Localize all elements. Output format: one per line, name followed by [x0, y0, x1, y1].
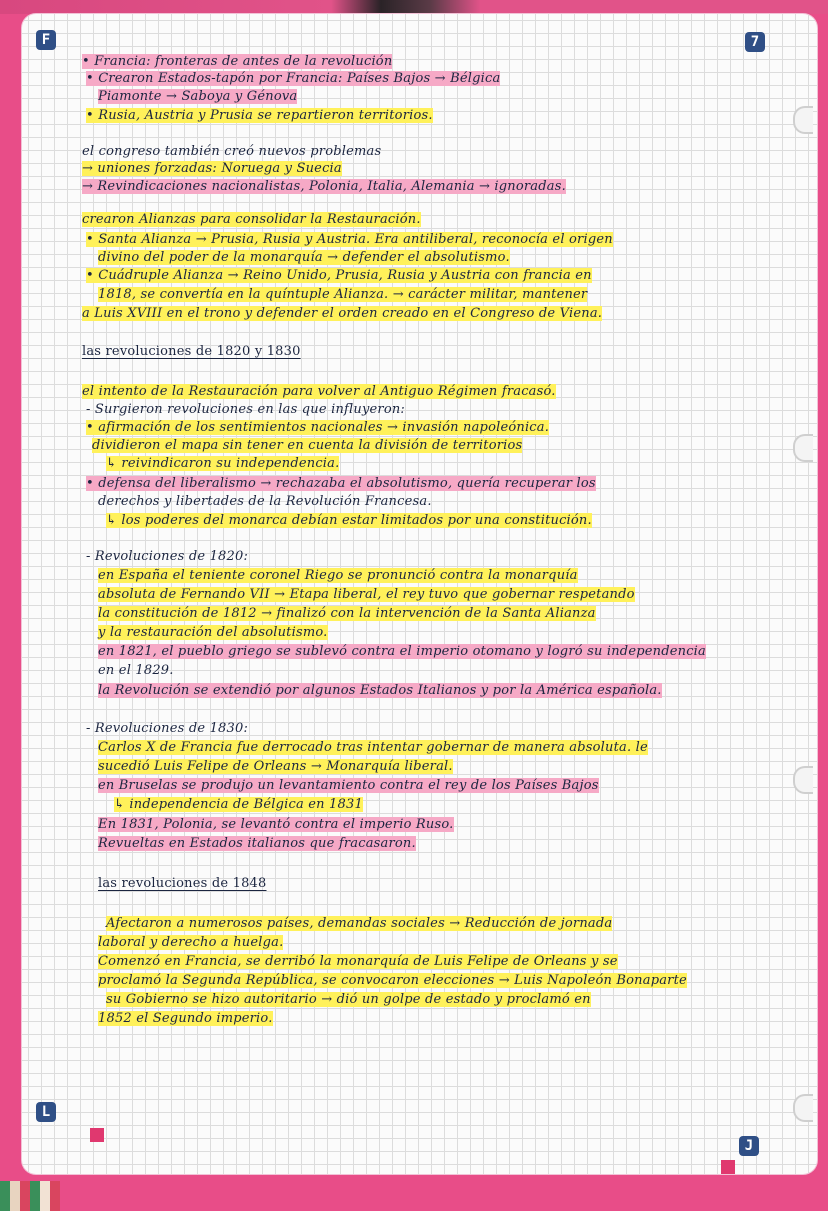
note-line: en Bruselas se produjo un levantamiento contra el rey de los Países Bajos — [98, 778, 599, 793]
bottom-border-strip — [0, 1181, 828, 1211]
note-line: Afectaron a numerosos países, demandas sociales → Reducción de jornada — [106, 916, 613, 931]
note-line: 1852 el Segundo imperio. — [98, 1011, 273, 1026]
note-line: absoluta de Fernando VII → Etapa liberal, el rey tuvo que gobernar respetando — [98, 587, 635, 602]
binder-hole — [793, 1094, 813, 1122]
note-line: divino del poder de la monarquía → defender el absolutismo. — [98, 250, 510, 265]
note-line: Revueltas en Estados italianos que fracasaron. — [98, 836, 416, 851]
note-line: el congreso también creó nuevos problemas — [82, 144, 382, 159]
note-line: ↳ los poderes del monarca debían estar limitados por una constitución. — [106, 513, 592, 528]
note-line: 1818, se convertía en la quíntuple Alianza. → carácter militar, mantener — [98, 287, 588, 302]
note-line: proclamó la Segunda República, se convocaron elecciones → Luis Napoleón Bonaparte — [98, 973, 687, 988]
notebook-corner-icon-bottom-left: L — [36, 1102, 56, 1122]
note-line: su Gobierno se hizo autoritario → dió un golpe de estado y proclamó en — [106, 992, 591, 1007]
note-line: laboral y derecho a huelga. — [98, 935, 284, 950]
note-line: • Rusia, Austria y Prusia se repartieron territorios. — [86, 108, 433, 123]
note-line: • Santa Alianza → Prusia, Rusia y Austria. Era antiliberal, reconocía el origen — [86, 232, 613, 247]
binder-hole — [793, 106, 813, 134]
note-line: ↳ reivindicaron su independencia. — [106, 456, 340, 471]
notebook-page — [22, 14, 817, 1174]
note-line: - Revoluciones de 1820: — [86, 549, 249, 564]
note-line: En 1831, Polonia, se levantó contra el imperio Ruso. — [98, 817, 454, 832]
note-line: • Crearon Estados-tapón por Francia: Países Bajos → Bélgica — [86, 71, 501, 86]
section-heading: las revoluciones de 1848 — [98, 876, 267, 891]
pink-marker-square — [90, 1128, 104, 1142]
note-line: ↳ independencia de Bélgica en 1831 — [114, 797, 363, 812]
note-line: el intento de la Restauración para volver al Antiguo Régimen fracasó. — [82, 384, 556, 399]
note-line: → Revindicaciones nacionalistas, Polonia, Italia, Alemania → ignoradas. — [82, 179, 566, 194]
note-line: dividieron el mapa sin tener en cuenta la división de territorios — [92, 438, 523, 453]
note-line: Carlos X de Francia fue derrocado tras intentar gobernar de manera absoluta. le — [98, 740, 648, 755]
binder-hole — [793, 434, 813, 462]
note-line: en 1821, el pueblo griego se sublevó contra el imperio otomano y logró su independencia — [98, 644, 706, 659]
note-line: • Cuádruple Alianza → Reino Unido, Prusia, Rusia y Austria con francia en — [86, 268, 592, 283]
note-line: a Luis XVIII en el trono y defender el orden creado en el Congreso de Viena. — [82, 306, 603, 321]
binder-hole — [793, 766, 813, 794]
section-heading: las revoluciones de 1820 y 1830 — [82, 344, 301, 359]
note-line: Piamonte → Saboya y Génova — [98, 89, 298, 104]
top-border-strip — [0, 0, 828, 14]
note-line: sucedió Luis Felipe de Orleans → Monarquía liberal. — [98, 759, 453, 774]
notebook-corner-icon-top-left: F — [36, 30, 56, 50]
note-line: la Revolución se extendió por algunos Estados Italianos y por la América española. — [98, 683, 662, 698]
note-line: → uniones forzadas: Noruega y Suecia — [82, 161, 342, 176]
note-line: • Francia: fronteras de antes de la revolución — [82, 54, 393, 69]
notebook-corner-icon-bottom-right: J — [739, 1136, 759, 1156]
note-line: - Revoluciones de 1830: — [86, 721, 249, 736]
pink-marker-square — [721, 1160, 735, 1174]
notebook-corner-icon-top-right: 7 — [745, 32, 765, 52]
note-line: en el 1829. — [98, 663, 174, 678]
note-line: y la restauración del absolutismo. — [98, 625, 328, 640]
note-line: la constitución de 1812 → finalizó con la intervención de la Santa Alianza — [98, 606, 596, 621]
note-line: derechos y libertades de la Revolución Francesa. — [98, 494, 432, 509]
note-line: - Surgieron revoluciones en las que influyeron: — [86, 402, 406, 417]
note-line: en España el teniente coronel Riego se pronunció contra la monarquía — [98, 568, 578, 583]
note-line: • afirmación de los sentimientos nacionales → invasión napoleónica. — [86, 420, 550, 435]
note-line: • defensa del liberalismo → rechazaba el absolutismo, quería recuperar los — [86, 476, 596, 491]
note-line: crearon Alianzas para consolidar la Restauración. — [82, 212, 421, 227]
note-line: Comenzó en Francia, se derribó la monarquía de Luis Felipe de Orleans y se — [98, 954, 618, 969]
